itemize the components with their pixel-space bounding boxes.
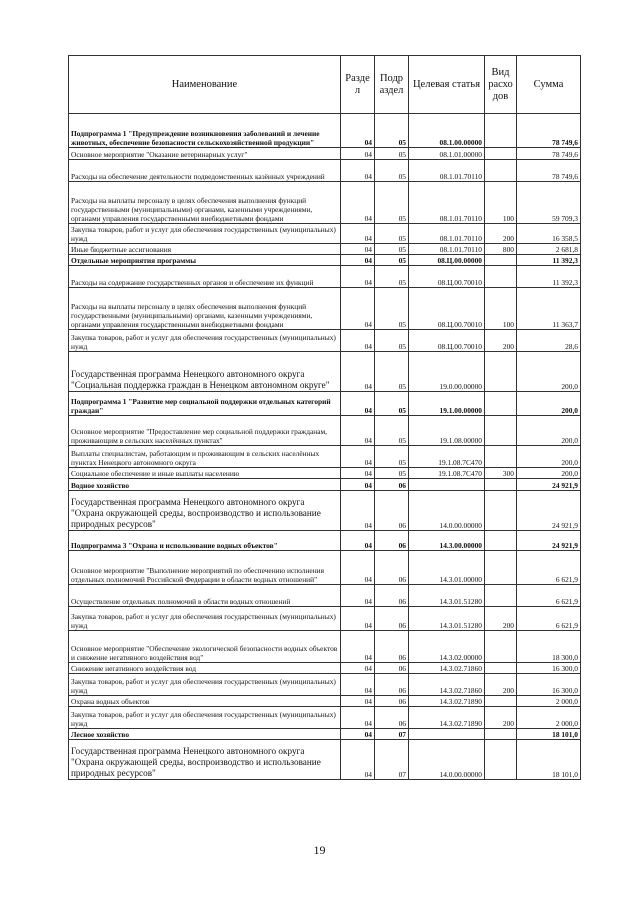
row-sum: 2 681,8 (517, 244, 581, 255)
row-section: 04 (341, 352, 375, 392)
row-subsection: 05 (375, 330, 409, 352)
header-target: Целевая статья (409, 56, 485, 114)
row-name: Основное мероприятие "Обеспечение экологической безопасности водных объектов и снижение негативного воздействия вод" (69, 631, 341, 663)
row-section: 04 (341, 740, 375, 780)
row-section: 04 (341, 148, 375, 160)
row-target: 08.1.01.70110 (409, 224, 485, 244)
row-subsection: 07 (375, 740, 409, 780)
row-name: Расходы на выплаты персоналу в целях обеспечения выполнения функций государственными (муниципальными) органами, казенными учреждениями, органами управления государственными внебюджетными фондами (69, 288, 341, 330)
row-subsection: 05 (375, 416, 409, 446)
row-subsection: 05 (375, 255, 409, 266)
row-section: 04 (341, 392, 375, 416)
row-sum: 11 363,7 (517, 288, 581, 330)
table-row (69, 491, 581, 531)
row-section: 04 (341, 585, 375, 607)
row-target: 19.1.00.00000 (409, 392, 485, 416)
page-number: 19 (313, 843, 326, 857)
row-sum: 200,0 (517, 468, 581, 479)
row-expense-type (485, 266, 517, 288)
row-target: 08.Ц.00.70010 (409, 330, 485, 352)
row-target: 14.3.00.00000 (409, 531, 485, 551)
row-name: Основное мероприятие "Выполнение мероприятий по обеспечению исполнения отдельных полномочий Российской Федерации в области водных отношений" (69, 551, 341, 585)
row-target: 08.1.01.70110 (409, 244, 485, 255)
row-section: 04 (341, 446, 375, 468)
row-name: Основное мероприятие "Предоставление мер социальной поддержки гражданам, проживающим в сельских населённых пунктах" (69, 416, 341, 446)
row-expense-type (485, 392, 517, 416)
table-row (69, 114, 581, 148)
row-section: 04 (341, 631, 375, 663)
row-sum: 24 921,9 (517, 531, 581, 551)
row-subsection: 06 (375, 585, 409, 607)
header-name: Наименование (69, 56, 341, 114)
row-sum: 18 101,0 (517, 740, 581, 780)
row-sum: 78 749,6 (517, 114, 581, 148)
row-target: 08.1.01.70110 (409, 182, 485, 224)
row-sum: 16 300,0 (517, 663, 581, 674)
header-sum: Сумма (517, 56, 581, 114)
row-name: Лесное хозяйство (69, 729, 341, 740)
table-row (69, 696, 581, 707)
row-section: 04 (341, 707, 375, 729)
row-subsection: 05 (375, 148, 409, 160)
row-section: 04 (341, 607, 375, 631)
row-subsection: 06 (375, 551, 409, 585)
table-row (69, 663, 581, 674)
row-expense-type (485, 585, 517, 607)
row-expense-type (485, 740, 517, 780)
row-target: 14.3.02.00000 (409, 631, 485, 663)
row-name: Расходы на содержание государственных органов и обеспечение их функций (69, 266, 341, 288)
table-row (69, 416, 581, 446)
row-section: 04 (341, 468, 375, 479)
row-section: 04 (341, 491, 375, 531)
table-row (69, 468, 581, 479)
table-row (69, 352, 581, 392)
row-subsection: 06 (375, 479, 409, 491)
row-target: 08.1.00.00000 (409, 114, 485, 148)
row-name: Водное хозяйство (69, 479, 341, 491)
row-sum: 200,0 (517, 446, 581, 468)
table-row (69, 479, 581, 491)
row-sum: 24 921,9 (517, 491, 581, 531)
row-name: Выплаты специалистам, работающим и проживающим в сельских населённых пунктах Ненецкого автономного округа (69, 446, 341, 468)
row-subsection: 05 (375, 468, 409, 479)
row-expense-type: 200 (485, 674, 517, 696)
row-section: 04 (341, 255, 375, 266)
row-expense-type (485, 551, 517, 585)
row-target: 08.Ц.00.00000 (409, 255, 485, 266)
row-sum: 6 621,9 (517, 551, 581, 585)
row-expense-type (485, 696, 517, 707)
row-name: Осуществление отдельных полномочий в области водных отношений (69, 585, 341, 607)
table-body (69, 114, 581, 780)
table-row (69, 160, 581, 182)
row-subsection: 05 (375, 182, 409, 224)
row-sum: 18 101,0 (517, 729, 581, 740)
row-name: Закупка товаров, работ и услуг для обеспечения государственных (муниципальных) нужд (69, 607, 341, 631)
row-name: Расходы на выплаты персоналу в целях обеспечения выполнения функций государственными (муниципальными) органами, казенными учреждениями, органами управления государственными внебюджетными фондами (69, 182, 341, 224)
row-sum: 18 300,0 (517, 631, 581, 663)
row-sum: 2 000,0 (517, 707, 581, 729)
row-expense-type (485, 114, 517, 148)
table-row (69, 585, 581, 607)
table-row (69, 531, 581, 551)
row-name: Закупка товаров, работ и услуг для обеспечения государственных (муниципальных) нужд (69, 224, 341, 244)
row-name: Охрана водных объектов (69, 696, 341, 707)
table-row (69, 148, 581, 160)
row-sum: 78 749,6 (517, 160, 581, 182)
row-name: Иные бюджетные ассигнования (69, 244, 341, 255)
row-name: Закупка товаров, работ и услуг для обеспечения государственных (муниципальных) нужд (69, 330, 341, 352)
row-target: 08.Ц.00.70010 (409, 266, 485, 288)
header-expense-type: Вид расхо дов (485, 56, 517, 114)
table-row (69, 288, 581, 330)
row-expense-type (485, 446, 517, 468)
row-subsection: 06 (375, 696, 409, 707)
row-sum: 200,0 (517, 416, 581, 446)
row-sum: 6 621,9 (517, 607, 581, 631)
row-name: Снижение негативного воздействия вод (69, 663, 341, 674)
row-expense-type: 100 (485, 288, 517, 330)
table-row (69, 729, 581, 740)
row-section: 04 (341, 266, 375, 288)
row-section: 04 (341, 531, 375, 551)
table-row (69, 255, 581, 266)
row-subsection: 05 (375, 352, 409, 392)
row-expense-type (485, 663, 517, 674)
row-name: Подпрограмма 3 "Охрана и использование водных объектов" (69, 531, 341, 551)
row-target: 08.1.01.00000 (409, 148, 485, 160)
row-target: 08.1.01.70110 (409, 160, 485, 182)
row-expense-type (485, 729, 517, 740)
row-section: 04 (341, 663, 375, 674)
row-expense-type (485, 416, 517, 446)
row-subsection: 05 (375, 244, 409, 255)
row-section: 04 (341, 182, 375, 224)
row-subsection: 06 (375, 707, 409, 729)
row-target: 14.3.01.51280 (409, 607, 485, 631)
row-expense-type: 200 (485, 607, 517, 631)
row-expense-type (485, 491, 517, 531)
row-target: 19.1.08.00000 (409, 416, 485, 446)
table-row (69, 330, 581, 352)
row-name: Расходы на обеспечение деятельности подведомственных казённых учреждений (69, 160, 341, 182)
row-target: 14.3.01.51280 (409, 585, 485, 607)
row-section: 04 (341, 160, 375, 182)
row-subsection: 05 (375, 288, 409, 330)
table-row (69, 707, 581, 729)
row-expense-type: 200 (485, 707, 517, 729)
row-sum: 2 000,0 (517, 696, 581, 707)
row-expense-type: 200 (485, 330, 517, 352)
row-section: 04 (341, 330, 375, 352)
row-section: 04 (341, 479, 375, 491)
row-name: Государственная программа Ненецкого автономного округа "Охрана окружающей среды, воспроизводство и использование природных ресурсов" (69, 740, 341, 780)
row-expense-type (485, 531, 517, 551)
row-target: 19.1.08.7С470 (409, 468, 485, 479)
row-subsection: 06 (375, 631, 409, 663)
row-expense-type: 300 (485, 468, 517, 479)
row-name: Закупка товаров, работ и услуг для обеспечения государственных (муниципальных) нужд (69, 674, 341, 696)
row-section: 04 (341, 674, 375, 696)
row-subsection: 05 (375, 160, 409, 182)
row-expense-type (485, 160, 517, 182)
row-name: Социальное обеспечение и иные выплаты населению (69, 468, 341, 479)
row-target: 14.3.01.00000 (409, 551, 485, 585)
table-row (69, 674, 581, 696)
row-expense-type: 100 (485, 182, 517, 224)
row-name: Подпрограмма 1 "Предупреждение возникновения заболеваний и лечение животных, обеспечение безопасности сельскохозяйственной продукции" (69, 114, 341, 148)
row-sum: 6 621,9 (517, 585, 581, 607)
table-row (69, 446, 581, 468)
row-expense-type (485, 479, 517, 491)
table-row (69, 607, 581, 631)
row-section: 04 (341, 696, 375, 707)
row-target: 14.3.02.71890 (409, 696, 485, 707)
row-section: 04 (341, 224, 375, 244)
row-subsection: 05 (375, 392, 409, 416)
row-subsection: 05 (375, 266, 409, 288)
table-row (69, 631, 581, 663)
row-section: 04 (341, 114, 375, 148)
row-section: 04 (341, 551, 375, 585)
row-sum: 200,0 (517, 352, 581, 392)
row-sum: 78 749,6 (517, 148, 581, 160)
row-target: 19.1.08.7С470 (409, 446, 485, 468)
row-target: 08.Ц.00.70010 (409, 288, 485, 330)
budget-table (68, 55, 581, 780)
row-subsection: 05 (375, 224, 409, 244)
row-section: 04 (341, 244, 375, 255)
row-expense-type (485, 352, 517, 392)
table-row (69, 740, 581, 780)
row-subsection: 07 (375, 729, 409, 740)
row-target: 14.0.00.00000 (409, 491, 485, 531)
row-name: Основное мероприятие "Оказание ветеринарных услуг" (69, 148, 341, 160)
header-subsection: Подр аздел (375, 56, 409, 114)
row-subsection: 06 (375, 663, 409, 674)
table-header-row (69, 56, 581, 114)
row-name: Государственная программа Ненецкого автономного округа "Охрана окружающей среды, воспроизводство и использование природных ресурсов" (69, 491, 341, 531)
row-section: 04 (341, 729, 375, 740)
table-row (69, 551, 581, 585)
row-sum: 11 392,3 (517, 266, 581, 288)
row-target: 14.0.00.00000 (409, 740, 485, 780)
row-subsection: 05 (375, 446, 409, 468)
row-sum: 200,0 (517, 392, 581, 416)
row-expense-type: 800 (485, 244, 517, 255)
row-expense-type (485, 255, 517, 266)
row-subsection: 06 (375, 531, 409, 551)
row-expense-type (485, 631, 517, 663)
row-target: 14.3.02.71890 (409, 707, 485, 729)
row-name: Отдельные мероприятия программы (69, 255, 341, 266)
row-expense-type: 200 (485, 224, 517, 244)
row-subsection: 06 (375, 607, 409, 631)
table-row (69, 224, 581, 244)
row-sum: 24 921,9 (517, 479, 581, 491)
header-section: Разде л (341, 56, 375, 114)
row-target: 14.3.02.71860 (409, 663, 485, 674)
table-row (69, 244, 581, 255)
row-expense-type (485, 148, 517, 160)
row-sum: 28,6 (517, 330, 581, 352)
table-row (69, 392, 581, 416)
row-sum: 16 358,5 (517, 224, 581, 244)
row-target: 14.3.02.71860 (409, 674, 485, 696)
row-subsection: 06 (375, 491, 409, 531)
row-sum: 11 392,3 (517, 255, 581, 266)
row-target: 19.0.00.00000 (409, 352, 485, 392)
row-target (409, 729, 485, 740)
row-sum: 16 300,0 (517, 674, 581, 696)
row-name: Государственная программа Ненецкого автономного округа "Социальная поддержка граждан в Ненецком автономном округе" (69, 352, 341, 392)
row-subsection: 05 (375, 114, 409, 148)
row-sum: 59 709,3 (517, 182, 581, 224)
row-section: 04 (341, 288, 375, 330)
table-row (69, 182, 581, 224)
table-row (69, 266, 581, 288)
row-name: Подпрограмма 1 "Развитие мер социальной поддержки отдельных категорий граждан" (69, 392, 341, 416)
row-target (409, 479, 485, 491)
row-subsection: 06 (375, 674, 409, 696)
row-section: 04 (341, 416, 375, 446)
row-name: Закупка товаров, работ и услуг для обеспечения государственных (муниципальных) нужд (69, 707, 341, 729)
